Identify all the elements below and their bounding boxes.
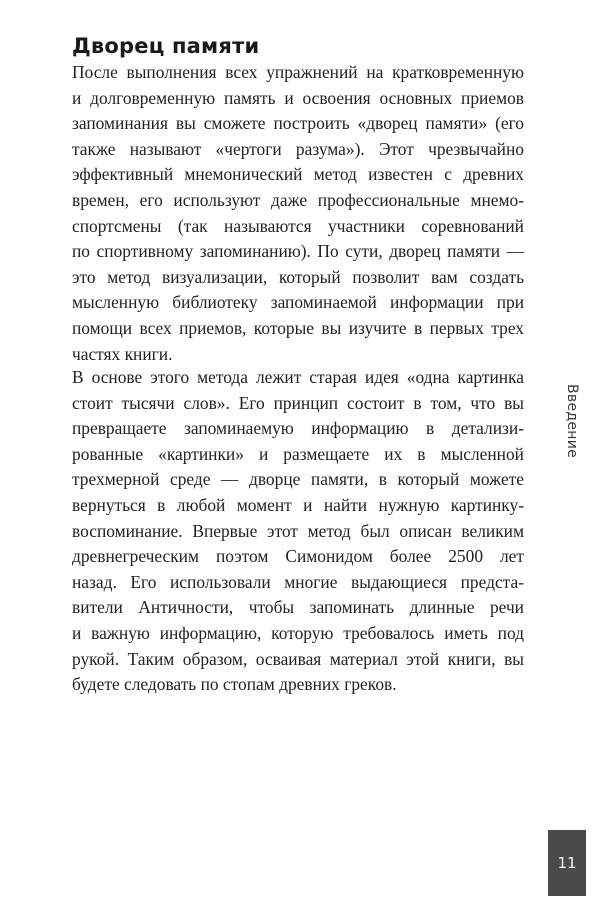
text-line: также называют «чертоги разума»). Этот чрезвычайно xyxy=(72,138,524,159)
text-line: рукой. Таким образом, осваивая материал этой книги, вы xyxy=(72,648,524,669)
text-line: назад. Его использовали многие выдающиеся предста- xyxy=(72,571,524,592)
paragraph-2 xyxy=(72,365,524,698)
text-line: превращаете запоминаемую информацию в детализи- xyxy=(72,418,524,439)
text-line: запоминания вы сможете построить «дворец памяти» (его xyxy=(72,113,524,134)
text-line: воспоминание. Впервые этот метод был описан великим xyxy=(72,520,524,541)
text-line: частях книги. xyxy=(72,343,173,364)
text-line: времен, его используют даже профессиональные мнемо- xyxy=(72,189,524,210)
text-line: трехмерной среде — дворце памяти, в который можете xyxy=(72,469,524,490)
text-line: и важную информацию, которую требовалось иметь под xyxy=(72,622,524,643)
chapter-side-label: Введение xyxy=(564,384,580,459)
text-line: В основе этого метода лежит старая идея «одна картинка xyxy=(72,367,524,387)
page-number-tab xyxy=(548,830,586,896)
text-line: древнегреческим поэтом Симонидом более 2500 лет xyxy=(72,546,524,567)
paragraph-1 xyxy=(72,60,524,367)
text-line: по спортивному запоминанию). По сути, дворец памяти — xyxy=(72,241,524,262)
text-line: стоит тысячи слов». Его принцип состоит в том, что вы xyxy=(72,392,524,413)
text-line: вители Античности, чтобы запоминать длинные речи xyxy=(72,597,524,618)
text-line: вернуться в любой момент и найти нужную картинку- xyxy=(72,494,524,515)
section-heading: Дворец памяти xyxy=(72,34,260,58)
text-line: помощи всех приемов, которые вы изучите в первых трех xyxy=(72,317,524,338)
text-line: это метод визуализации, который позволит вам создать xyxy=(72,266,524,287)
text-line: После выполнения всех упражнений на кратковременную xyxy=(72,62,524,82)
text-line: спортсмены (так называются участники соревнований xyxy=(72,215,524,236)
text-line: рованные «картинки» и размещаете их в мысленной xyxy=(72,443,524,464)
page-number: 11 xyxy=(557,854,577,872)
text-line: мысленную библиотеку запоминаемой информации при xyxy=(72,292,524,313)
text-line: эффективный мнемонический метод известен с древних xyxy=(72,164,524,185)
text-line: и долговременную память и освоения основных приемов xyxy=(72,87,524,108)
text-line: будете следовать по стопам древних греков. xyxy=(72,674,397,695)
